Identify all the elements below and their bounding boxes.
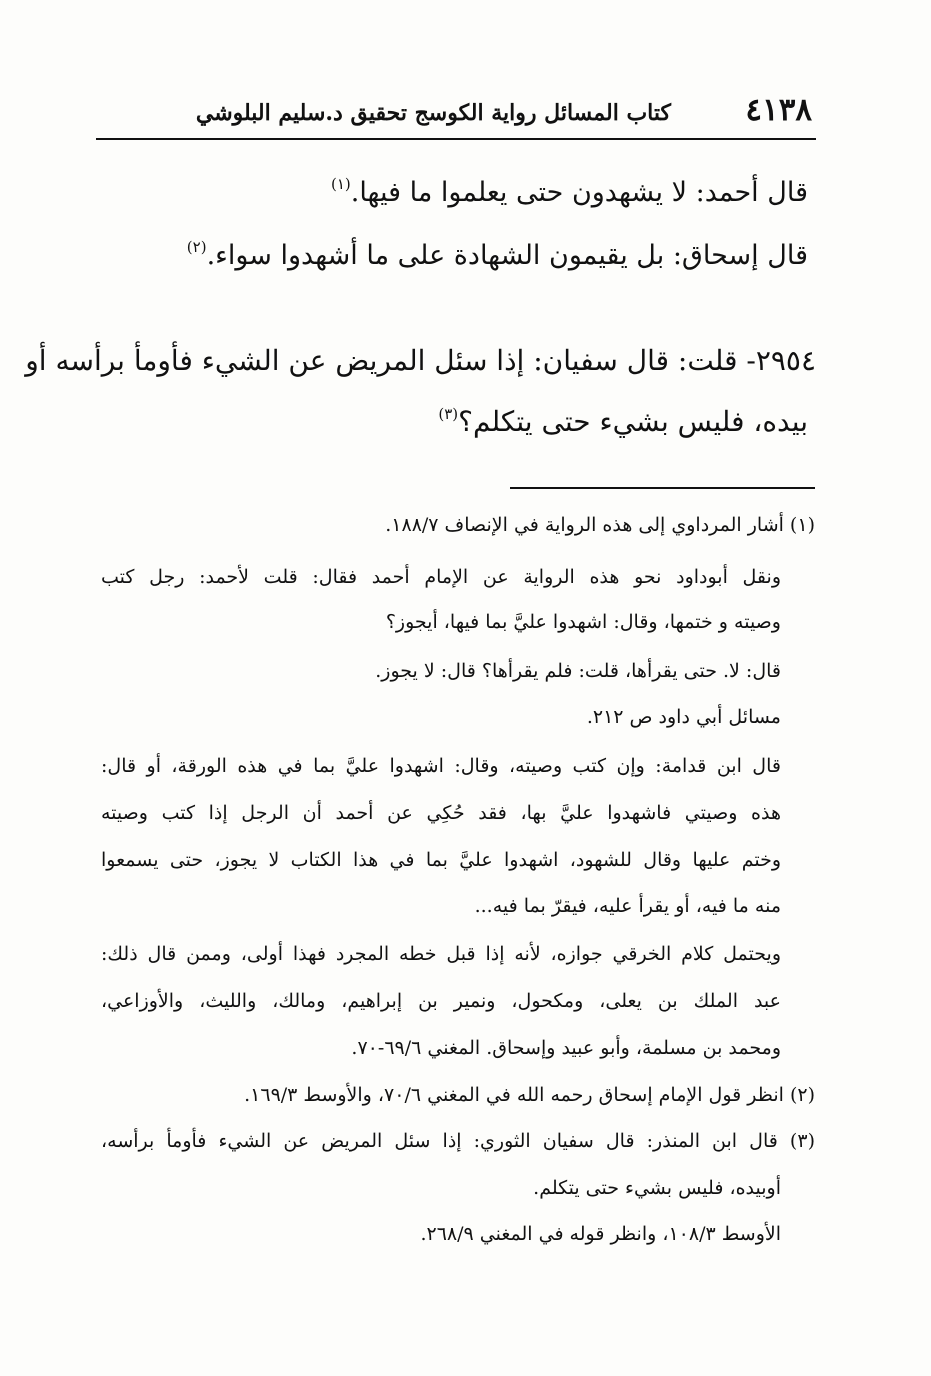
footnote-3-line: أوبيده، فليس بشيء حتى يتكلم.: [533, 1177, 781, 1199]
running-header: [96, 86, 816, 140]
question-2954-line1: ٢٩٥٤- قلت: قال سفيان: إذا سئل المريض عن الشيء فأومأ برأسه أو: [25, 344, 816, 377]
footnote-1-line: ويحتمل كلام الخرقي جوازه، لأنه إذا قبل خطه المجرد فهذا أولى، وممن قال ذلك:: [101, 943, 781, 965]
footnote-2-line: (٢) انظر قول الإمام إسحاق رحمه الله في المغني ٧٠/٦، والأوسط ١٦٩/٣.: [244, 1084, 815, 1106]
footnote-1-line: منه ما فيه، أو يقرأ عليه، فيقرّ بما فيه...: [474, 895, 781, 917]
footnote-ref-2[interactable]: (٢): [186, 238, 207, 256]
footnote-3-line: (٣) قال ابن المنذر: قال سفيان الثوري: إذا سئل المريض عن الشيء فأومأ برأسه،: [101, 1130, 815, 1152]
footnote-1-line: ونقل أبوداود نحو هذه الرواية عن الإمام أحمد فقال: قلت لأحمد: رجل كتب: [101, 566, 781, 588]
footnote-1-line: وصيته و ختمها، وقال: اشهدوا عليَّ بما فيها، أيجوز؟: [385, 611, 781, 633]
footnote-1-line: قال: لا. حتى يقرأها، قلت: فلم يقرأها؟ قال: لا يجوز.: [375, 660, 781, 682]
main-line-ahmad: قال أحمد: لا يشهدون حتى يعلموا ما فيها.$^{(١)}$: [330, 175, 808, 208]
footnote-3-line: الأوسط ١٠٨/٣، وانظر قوله في المغني ٢٦٨/٩.: [420, 1223, 781, 1245]
footnote-separator: [510, 487, 815, 489]
footnote-1-line: وختم عليها وقال للشهود، اشهدوا عليَّ بما في هذا الكتاب لا يجوز، حتى يسمعوا: [101, 849, 781, 871]
footnote-1-line: قال ابن قدامة: وإن كتب وصيته، وقال: اشهدوا عليَّ بما في هذه الورقة، أو قال:: [101, 755, 781, 777]
footnote-1-line: عبد الملك بن يعلى، ومكحول، ونمير بن إبراهيم، ومالك، والليث، والأوزاعي،: [101, 990, 781, 1012]
footnote-1-line: (١) أشار المرداوي إلى هذه الرواية في الإنصاف ١٨٨/٧.: [385, 514, 815, 536]
footnote-1-line: ومحمد بن مسلمة، وأبو عبيد وإسحاق. المغني ٦٩/٦-٧٠.: [351, 1037, 781, 1059]
question-2954-line2: بيده، فليس بشيء حتى يتكلم؟$^{(٣)}$: [438, 405, 808, 438]
footnote-ref-3[interactable]: (٣): [438, 405, 459, 423]
footnote-1-line: هذه وصيتي فاشهدوا عليَّ بها، فقد حُكِي عن أحمد أن الرجل إذا كتب وصيته: [101, 802, 781, 824]
footnote-ref-1[interactable]: (١): [330, 175, 351, 193]
book-title: كتاب المسائل رواية الكوسج تحقيق د.سليم البلوشي: [195, 100, 671, 126]
footnote-1-line: مسائل أبي داود ص ٢١٢.: [586, 706, 781, 728]
main-line-ishaq: قال إسحاق: بل يقيمون الشهادة على ما أشهدوا سواء.$^{(٢)}$: [186, 238, 808, 271]
page-number: ٤١٣٨: [745, 92, 812, 128]
